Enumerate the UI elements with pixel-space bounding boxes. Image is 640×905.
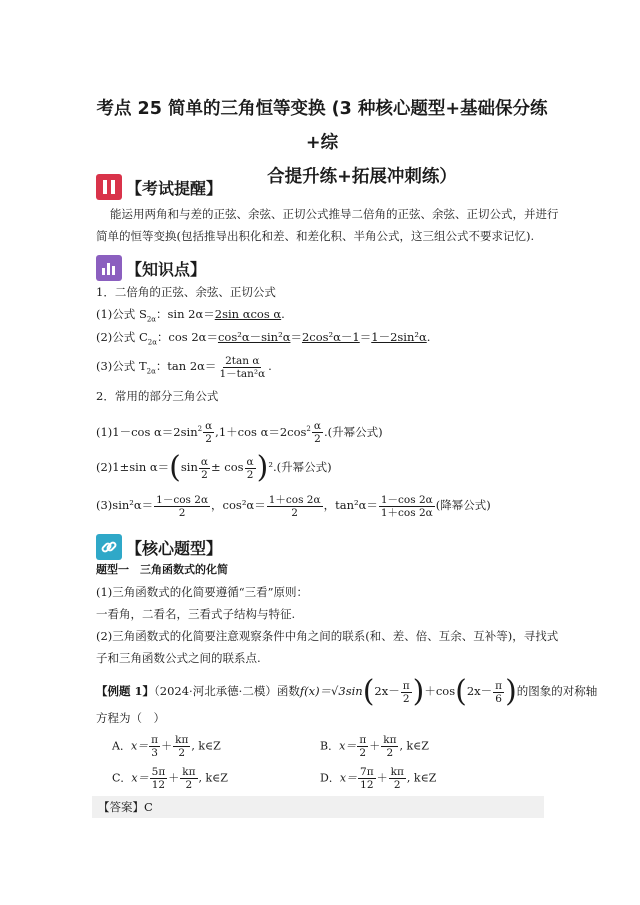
formula-sin-double: (1)公式 $S_{2\alpha}$：sin 2α＝2sin αcos α.	[96, 307, 285, 324]
section-core-title: 【核心题型】	[126, 538, 223, 558]
core-text-4: 子和三角函数公式之间的联系点.	[96, 651, 261, 665]
exam-text-line-2: 简单的恒等变换(包括推导出积化和差、和差化积、半角公式，这三组公式不要求记忆).	[96, 229, 535, 243]
answer-label: 【答案】	[98, 800, 144, 814]
section-exam-header	[96, 172, 222, 202]
option-d[interactable]: D．x＝ $\frac{7\pi}{12}$ ＋ $\frac{k\pi}{2}$ , k∈Z	[320, 766, 437, 791]
title-line-2: 合提升练+拓展冲刺练）	[267, 167, 457, 187]
formula-tan-double: (3)公式 $T_{2\alpha}$：tan 2α＝ $\frac{\text{2tan α}}{\text{1－tan²α}}$ .	[96, 354, 272, 380]
option-a[interactable]: A．x＝ $\frac{\pi}{3}$ ＋ $\frac{k\pi}{2}$ , k∈Z	[112, 734, 221, 759]
option-b[interactable]: B．x＝ $\frac{\pi}{2}$ ＋ $\frac{k\pi}{2}$ , k∈Z	[320, 734, 429, 759]
tan-fraction: $\frac{\text{2tan α}}{\text{1－tan²α}}$	[219, 354, 266, 380]
section-knowledge-title: 【知识点】	[126, 259, 207, 279]
core-text-3: (2)三角函数式的化简要注意观察条件中角之间的联系(和、差、倍、互余、互补等)，寻找式	[96, 629, 559, 643]
core-text-1: (1)三角函数式的化简要遵循“三看”原则：	[96, 585, 309, 599]
type-1-heading: 题型一 三角函数式的化简	[96, 563, 228, 576]
core-text-2: 一看角，二看名，三看式子结构与特征.	[96, 607, 296, 621]
pause-bars-icon	[96, 174, 122, 200]
example-label: 【例题 1】	[96, 684, 155, 698]
bar-chart-icon	[96, 255, 122, 281]
section-knowledge-header	[96, 253, 206, 283]
formula-cos-double: (2)公式 $C_{2\alpha}$：cos 2α＝cos²α－sin²α＝2cos²α－1＝1－2sin²α.	[96, 330, 431, 347]
exam-text-line-1: 能运用两角和与差的正弦、余弦、正切公式推导二倍角的正弦、余弦、正切公式，并进行	[110, 207, 559, 221]
answer-value: C	[144, 800, 153, 814]
example-1-question: 【例题 1】（2024·河北承德·二模）函数f(x)＝√3sin(2x－ $\frac{\pi}{2}$ )＋cos(2x－ $\frac{\pi}{6}$ )的图象的对称轴	[96, 674, 598, 709]
option-c[interactable]: C．x＝ $\frac{5\pi}{12}$ ＋ $\frac{k\pi}{2}$ , k∈Z	[112, 766, 228, 791]
section-exam-title: 【考试提醒】	[126, 178, 223, 198]
section-core-header	[96, 532, 222, 562]
formula-raise-power-1: (1)1－cos $\alpha=2\sin^2$ $\frac{\alpha}{2}$ ,1＋cos $\alpha=2\cos^2$ $\frac{\alpha}{2}$ .(升幂公式)	[96, 420, 383, 446]
answer-box	[92, 796, 544, 818]
knowledge-heading-1: 1．二倍角的正弦、余弦、正切公式	[96, 285, 276, 299]
title-line-1: 考点 25 简单的三角恒等变换 (3 种核心题型+基础保分练+综	[96, 99, 548, 153]
formula-reduce-power: (3)sin²α＝ $\frac{1-\cos 2\alpha}{2}$ ，cos²α＝ $\frac{1+\cos 2\alpha}{2}$ ，tan²α＝ $\frac{1-\cos 2\alpha}{1+\cos 2\alpha}$ (降幂公式)	[96, 493, 491, 519]
knowledge-heading-2: 2．常用的部分三角公式	[96, 389, 219, 403]
answer-line	[98, 799, 153, 815]
formula-raise-power-2: (2)1±sin α＝(sin $\frac{\alpha}{2}$ ± cos $\frac{\alpha}{2}$ )².(升幂公式)	[96, 450, 332, 485]
example-1-question-line-2: 方程为（ ）	[96, 711, 165, 725]
link-icon	[96, 534, 122, 560]
